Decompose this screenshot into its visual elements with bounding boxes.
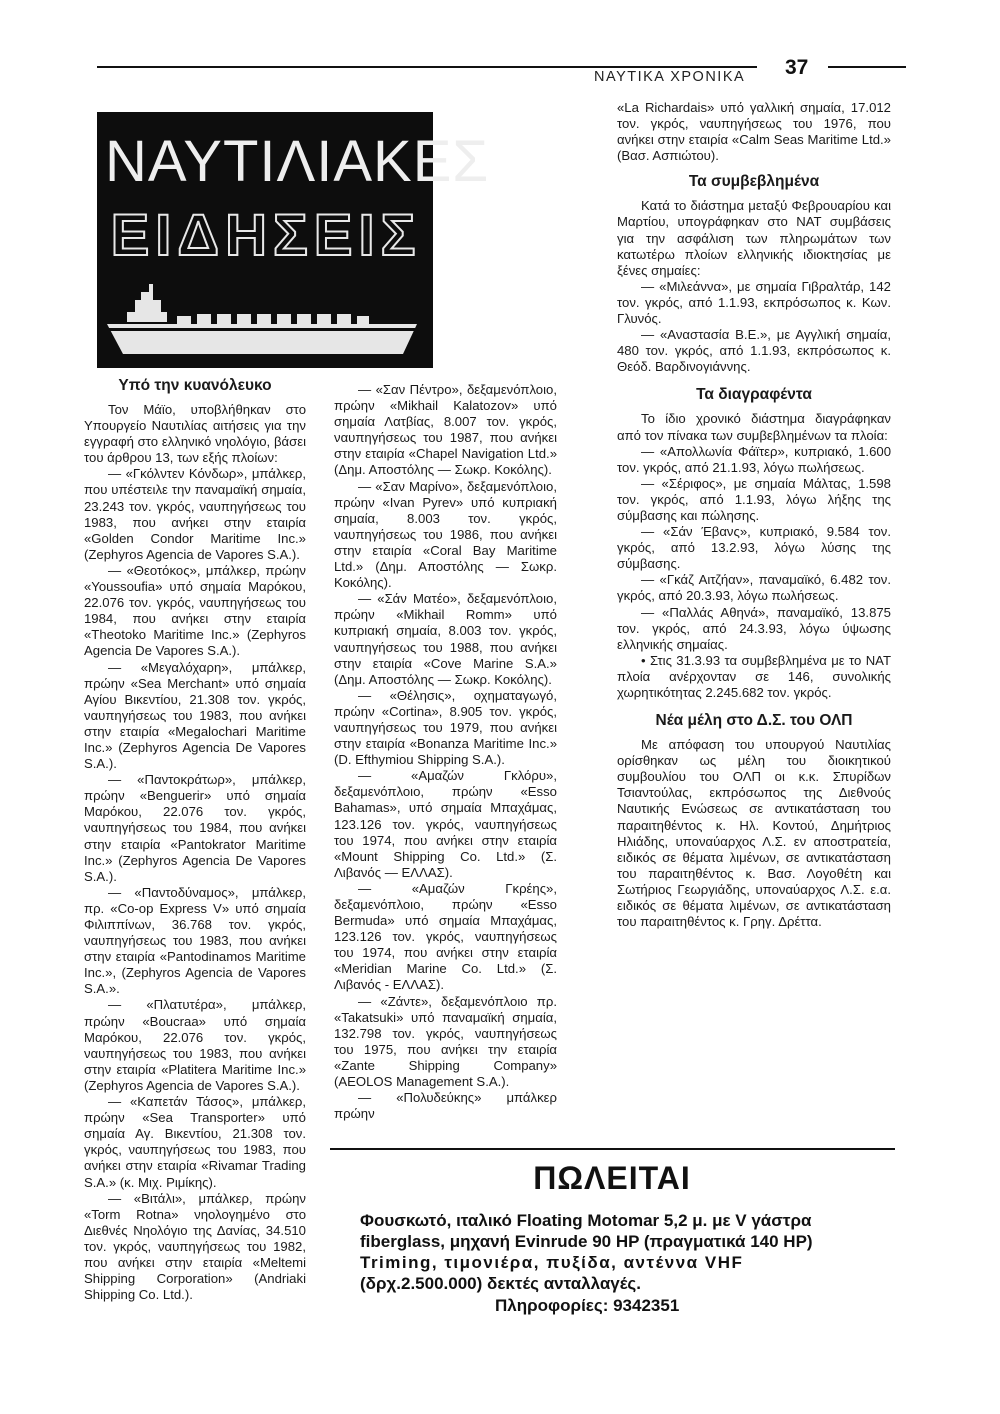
article-paragraph: — «Γκάζ Αιτζήαν», παναμαϊκό, 6.482 τον. γκρός, από 20.3.93, λόγω πωλήσεως. [617, 572, 891, 604]
article-paragraph: «La Richardais» υπό γαλλική σημαία, 17.012 τον. γκρός, ναυπηγήσεως του 1976, που ανήκει στην εταιρία «Calm Seas Maritime Ltd.» (Βασ. Ασπιώτου). [617, 100, 891, 164]
journal-title: ΝΑΥΤΙΚΑ ΧΡΟΝΙΚΑ [594, 69, 746, 85]
classified-line: Triming, τιμονιέρα, πυξίδα, αντέννα VHF [360, 1253, 744, 1272]
header-rule-left [97, 66, 757, 68]
article-paragraph: — «Αμαζών Γκλόρυ», δεξαμενόπλοιο, πρώην «Esso Bahamas», υπό σημαία Μπαχάμας, 123.126 τον. γκρός, ναυπηγήσεως του 1974, που ανήκει στην εταιρία «Mount Shipping Co. Ltd.» (Σ. Λιβανός — ΕΛΛΑΣ). [334, 768, 557, 880]
article-paragraph: — «Παντοκράτωρ», μπάλκερ, πρώην «Benguerir» υπό σημαία Μαρόκου, 22.076 τον. γκρός, ναυπηγήσεως του 1984, που ανήκει στην εταιρία «Pantokrator Maritime Inc.» (Zephyros Agencia De Vapores S.A.). [84, 772, 306, 884]
article-paragraph: — «Σαν Μαρίνο», δεξαμενόπλοιο, πρώην «Ivan Pyrev» υπό κυπριακή σημαία, 8.003 τον. γκρός, ναυπηγήσεως του 1986, που ανήκει στην εταιρία «Coral Bay Maritime Ltd.» (Δημ. Αποστόλης — Σωκρ. Κοκόλης). [334, 478, 557, 591]
classified-line: Φουσκωτό, ιταλικό Floating Motomar 5,2 μ. με V γάστρα [360, 1211, 812, 1230]
column-2 [334, 382, 557, 1122]
article-paragraph: — «Βιτάλι», μπάλκερ, πρώην «Torm Rotna» νηολογημένο στο Διεθνές Νηολόγιο της Δανίας, 34.510 τον. γκρός, ναυπηγήσεως του 1982, που ανήκει στην εταιρία «Meltemi Shipping Corporation» (Andriaki Shipping Co. Ltd.). [84, 1190, 306, 1303]
section-heading-registration: Υπό την κυανόλευκο [118, 377, 272, 394]
column-1 [84, 376, 306, 1303]
article-paragraph: — «Σάν Ματέο», δεξαμενόπλοιο, πρώην «Mikhail Romm» υπό κυπριακή σημαία, 8.003 τον. γκρός, ναυπηγήσεως του 1988, που ανήκει στην εταιρία «Cove Marine S.A.» (Δημ. Αποστόλης — Σωκρ. Κοκόλης). [334, 591, 557, 687]
article-paragraph: — «Γκόλντεν Κόνδωρ», μπάλκερ, που υπέστειλε την παναμαϊκή σημαία, 23.243 τον. γκρός, ναυπηγήσεως του 1983, που ανήκει στην εταιρία «Golden Condor Maritime Inc.» (Zephyros Agencia de Vapores S.A.). [84, 466, 306, 562]
article-paragraph: — «Μιλεάννα», με σημαία Γιβραλτάρ, 142 τον. γκρός, από 1.1.93, εκπρόσωπος κ. Κων. Γλυνός. [617, 278, 891, 327]
section-heading-olp-board: Νέα μέλη στο Δ.Σ. του ΟΛΠ [655, 712, 853, 730]
ship-illustration [97, 280, 433, 368]
section-banner [97, 112, 490, 368]
article-paragraph: Το ίδιο χρονικό διάστημα διαγράφηκαν από τον πίνακα των συμβεβλημένων τα πλοία: [617, 411, 891, 443]
article-paragraph: — «Αναστασία Β.Ε.», με Αγγλική σημαία, 480 τον. γκρός, από 1.1.93, εκπρόσωπος κ. Θεόδ. Βαρδινογιάννης. [617, 327, 891, 375]
article-paragraph: — «Πλατυτέρα», μπάλκερ, πρώην «Boucraa» υπό σημαία Μαρόκου, 22.076 τον. γκρός, ναυπηγήσεως του 1983, που ανήκει στην εταιρία «Platitera Maritime Inc.» (Zephyros Agencia de Vapores S.A.). [84, 997, 306, 1093]
article-paragraph: — «Θεοτόκος», μπάλκερ, πρώην «Youssoufia» υπό σημαία Μαρόκου, 22.076 τον. γκρός, ναυπηγήσεως του 1984, που ανήκει στην εταιρία «Theotoko Maritime Inc.» (Zephyros Agencia De Vapores S.A.). [84, 562, 306, 659]
classified-title: ΠΩΛΕΙΤΑΙ [533, 1160, 691, 1196]
column-3 [617, 100, 891, 930]
header-rule-right [828, 66, 906, 68]
article-paragraph: — «Πολυδεύκης» μπάλκερ πρώην [334, 1090, 557, 1122]
article-paragraph: — «Σέριφος», με σημαία Μάλτας, 1.598 τον. γκρός, από 1.1.93, λόγω λήξης της σύμβασης και πώλησης. [617, 475, 891, 523]
classified-contact: Πληροφορίες: 9342351 [495, 1296, 680, 1315]
article-paragraph: — «Σάν Έβανς», κυπριακό, 9.584 τον. γκρός, από 13.2.93, λόγω λύσης της σύμβασης. [617, 524, 891, 572]
article-paragraph: — «Καπετάν Τάσος», μπάλκερ, πρώην «Sea Transporter» υπό σημαία Αγ. Βικεντίου, 21.308 τον. γκρός, ναυπηγήσεως του 1983, που ανήκει στην εταιρία «Rivamar Trading S.A.» (κ. Μιχ. Ριμίκης). [84, 1094, 306, 1190]
classified-divider [330, 1148, 895, 1150]
article-paragraph: — «Θέλησις», οχηματαγωγό, πρώην «Cortina», 8.905 τον. γκρός, ναυπηγήσεως του 1979, που ανήκει στην εταιρία «Bonanza Maritime Inc.» (D. Efthymiou Shipping S.A.). [334, 687, 557, 768]
section-heading-deleted: Τα διαγραφέντα [696, 386, 812, 404]
article-paragraph: — «Μεγαλόχαρη», μπάλκερ, πρώην «Sea Merchant» υπό σημαία Αγίου Βικεντίου, 21.308 τον. γκρός, ναυπηγήσεως του 1983, που ανήκει στην εταιρία «Megalochari Maritime Inc.» (Zephyros Agencia De Vapores S.A.). [84, 659, 306, 772]
page-number: 37 [785, 56, 809, 79]
banner-title-line2: ΕΙΔΗΣΕΙΣ [110, 203, 422, 268]
article-paragraph: — «Ζάντε», δεξαμενόπλοιο πρ. «Takatsuki» υπό παναμαϊκή σημαία, 132.798 τον. γκρός, ναυπηγήσεως του 1975, που ανήκει την εταιρία «Zante Shipping Company» (AEOLOS Management S.A.). [334, 993, 557, 1090]
article-paragraph: — «Παντοδύναμος», μπάλκερ, πρ. «Co-op Express V» υπό σημαία Φιλιππίνων, 36.768 τον. γκρός, ναυπηγήσεως του 1983, που ανήκει στην εταιρία «Pantodinamos Maritime Inc.», (Zephyros Agencia de Vapores S.A.». [84, 884, 306, 997]
classified-line: fiberglass, μηχανή Evinrude 90 HP (πραγματικά 140 HP) [360, 1232, 813, 1251]
section-heading-contracted: Τα συμβεβλημένα [688, 173, 820, 191]
article-paragraph: — «Απολλωνία Φάϊτερ», κυπριακό, 1.600 τον. γκρός, από 21.1.93, λόγω πωλήσεως. [617, 443, 891, 475]
article-paragraph: Τον Μάϊο, υποβλήθηκαν στο Υπουργείο Ναυτιλίας αιτήσεις για την εγγραφή στο ελληνικό νηολόγιο, βάσει του άρθρου 13, των εξής πλοίων: [84, 402, 306, 466]
classified-body [360, 1210, 880, 1294]
banner-title-line1: ΝΑΥΤΙΛΙΑΚΕΣ [105, 129, 490, 194]
classified-line: (δρχ.2.500.000) δεκτές ανταλλαγές. [360, 1274, 641, 1293]
article-paragraph: Κατά το διάστημα μεταξύ Φεβρουαρίου και Μαρτίου, υπογράφηκαν στο ΝΑΤ συμβάσεις για την ασφάλιση των πληρωμάτων των κατωτέρω πλοίων ελληνικής ιδιοκτησίας με ξένες σημαίες: [617, 198, 891, 278]
article-paragraph: • Στις 31.3.93 τα συμβεβλημένα με το ΝΑΤ πλοία ανέρχονταν σε 146, συνολικής χωρητικότητας 2.245.682 τον. γκρός. [617, 652, 891, 700]
article-paragraph: Με απόφαση του υπουργού Ναυτιλίας ορίσθηκαν ως μέλη του διοικητικού συμβουλίου του ΟΛΠ οι κ.κ. Σπυρίδων Τσιαντούλας, εκπρόσωπος της Διεθνούς Ναυτικής Ενώσεως σε αντικατάσταση του παραιτηθέντος κ. Ηλ. Κοντού, Δημήτριος Ηλιάδης, υποναύαρχος Λ.Σ. εν αποστρατεία, ειδικός σε θέματα λιμένων, σε αντικατάσταση του παραιτηθέντος κ. Βασ. Λογοθέτη και Σωτήριος Γεωργιάδης, υποναύαρχος Λ.Σ. ε.α. ειδικός σε θέματα λιμένων, σε αντικατάσταση του παραιτηθέντος κ. Γρηγ. Δρέττα. [617, 737, 891, 930]
article-paragraph: — «Παλλάς Αθηνά», παναμαϊκό, 13.875 τον. γκρός, από 24.3.93, λόγω ύψωσης ελληνικής σημαίας. [617, 604, 891, 652]
article-paragraph: — «Σαν Πέντρο», δεξαμενόπλοιο, πρώην «Mikhail Kalatozov» υπό σημαία Λατβίας, 8.007 τον. γκρός, ναυπηγήσεως του 1987, που ανήκει στην εταιρία «Chapel Navigation Ltd.» (Δημ. Αποστόλης — Σωκρ. Κοκόλης). [334, 382, 557, 478]
article-paragraph: — «Αμαζών Γκρέης», δεξαμενόπλοιο, πρώην «Esso Bermuda» υπό σημαία Μπαχάμας, 123.126 τον. γκρός, ναυπηγήσεως του 1974, που ανήκει στην εταιρία «Meridian Marine Co. Ltd.» (Σ. Λιβανός - ΕΛΛΑΣ). [334, 880, 557, 993]
